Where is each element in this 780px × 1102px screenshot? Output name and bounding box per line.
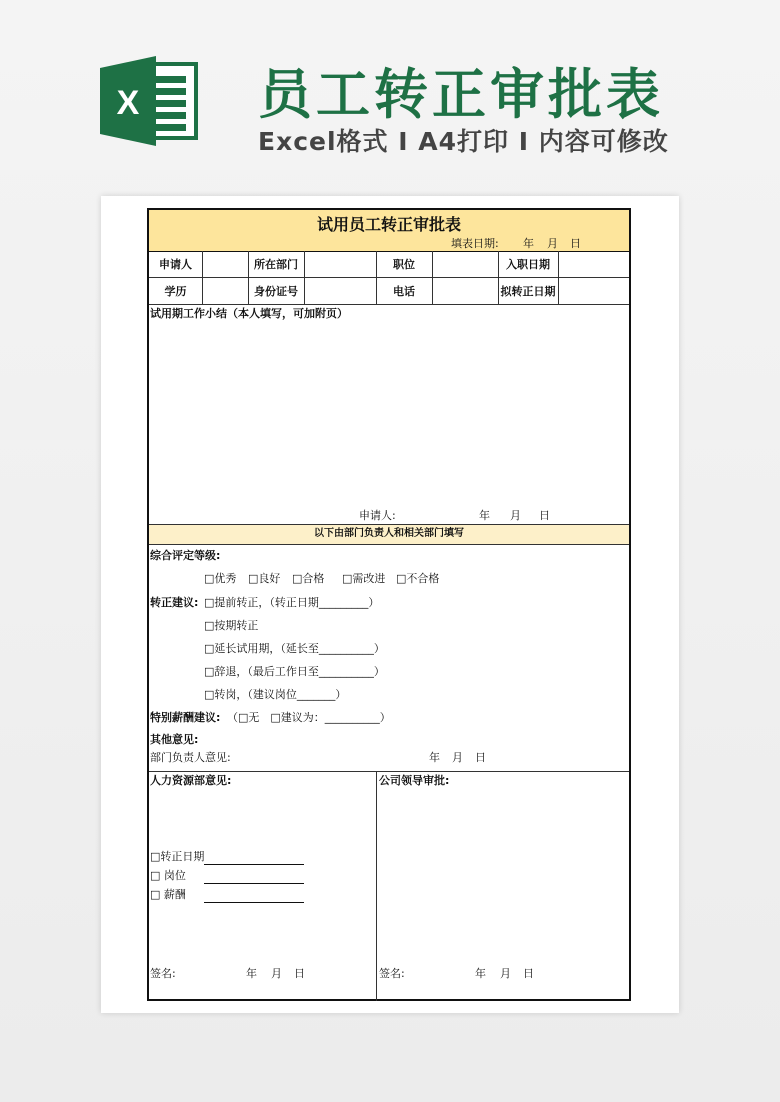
suggest-ontime-checkbox[interactable]: □按期转正	[204, 619, 259, 632]
year-label: 年	[479, 509, 490, 522]
year-label: 年	[523, 237, 534, 250]
rating-pass-checkbox[interactable]: □合格	[292, 572, 325, 585]
year-label: 年	[475, 967, 486, 980]
salary-label: 特别薪酬建议:	[150, 711, 221, 724]
position-field[interactable]	[433, 252, 498, 277]
id-number-field[interactable]	[305, 278, 376, 304]
suggest-dismiss-checkbox[interactable]: □辞退，（最后工作日至__________）	[204, 665, 385, 678]
month-label: 月	[510, 509, 521, 522]
label-id-number: 身份证号	[254, 285, 298, 298]
summary-label: 试用期工作小结（本人填写，可加附页）	[150, 307, 348, 320]
hr-position-line[interactable]	[204, 883, 304, 884]
suggest-early-checkbox[interactable]: □提前转正，（转正日期_________）	[204, 596, 380, 609]
rating-good-checkbox[interactable]: □良好	[248, 572, 281, 585]
hr-position-checkbox[interactable]: □ 岗位	[150, 869, 186, 882]
hr-salary-line[interactable]	[204, 902, 304, 903]
hr-regular-date-line[interactable]	[204, 864, 304, 865]
suggest-transfer-checkbox[interactable]: □转岗，（建议岗位_______）	[204, 688, 347, 701]
leader-sign-label: 签名:	[379, 967, 405, 980]
label-regular-date: 拟转正日期	[500, 285, 556, 298]
rating-label: 综合评定等级:	[150, 549, 221, 562]
regular-date-field[interactable]	[559, 278, 629, 304]
banner-subtitle: Excel格式 I A4打印 I 内容可修改	[258, 127, 669, 156]
excel-logo-icon	[100, 56, 198, 146]
label-phone: 电话	[393, 285, 415, 298]
suggest-extend-checkbox[interactable]: □延长试用期，（延长至__________）	[204, 642, 385, 655]
hr-salary-checkbox[interactable]: □ 薪酬	[150, 888, 186, 901]
label-department: 所在部门	[254, 258, 298, 271]
label-position: 职位	[393, 258, 415, 271]
salary-options[interactable]: （□无 □建议为：__________）	[227, 711, 391, 724]
rating-fail-checkbox[interactable]: □不合格	[396, 572, 440, 585]
approval-form	[147, 208, 631, 1001]
day-label: 日	[539, 509, 550, 522]
banner-title: 员工转正审批表	[258, 63, 664, 126]
form-title: 试用员工转正审批表	[316, 215, 461, 234]
month-label: 月	[452, 751, 463, 764]
day-label: 日	[475, 751, 486, 764]
other-opinion-label: 其他意见:	[150, 733, 199, 746]
day-label: 日	[294, 967, 305, 980]
hr-regular-date-checkbox[interactable]: □转正日期	[150, 850, 205, 863]
dept-opinion-label: 部门负责人意见:	[150, 751, 231, 764]
rating-improve-checkbox[interactable]: □需改进	[342, 572, 386, 585]
hire-date-field[interactable]	[559, 252, 629, 277]
year-label: 年	[246, 967, 257, 980]
month-label: 月	[500, 967, 511, 980]
svg-text:X: X	[116, 84, 140, 122]
day-label: 日	[570, 237, 581, 250]
suggestion-label: 转正建议:	[150, 596, 199, 609]
rating-excellent-checkbox[interactable]: □优秀	[204, 572, 237, 585]
section-band-text: 以下由部门负责人和相关部门填写	[314, 528, 464, 539]
leader-approval-label: 公司领导审批:	[379, 774, 450, 787]
hr-opinion-label: 人力资源部意见:	[150, 774, 232, 787]
hr-sign-label: 签名:	[150, 967, 176, 980]
label-education: 学历	[164, 285, 187, 298]
summary-field[interactable]	[149, 322, 629, 502]
education-field[interactable]	[203, 278, 248, 304]
label-hire-date: 入职日期	[506, 258, 550, 271]
year-label: 年	[429, 751, 440, 764]
label-applicant: 申请人	[159, 258, 192, 271]
month-label: 月	[547, 237, 558, 250]
department-field[interactable]	[305, 252, 376, 277]
fill-date-label: 填表日期:	[451, 237, 499, 250]
month-label: 月	[271, 967, 282, 980]
applicant-field[interactable]	[203, 252, 248, 277]
day-label: 日	[523, 967, 534, 980]
applicant-sign-label: 申请人:	[359, 509, 396, 522]
phone-field[interactable]	[433, 278, 498, 304]
